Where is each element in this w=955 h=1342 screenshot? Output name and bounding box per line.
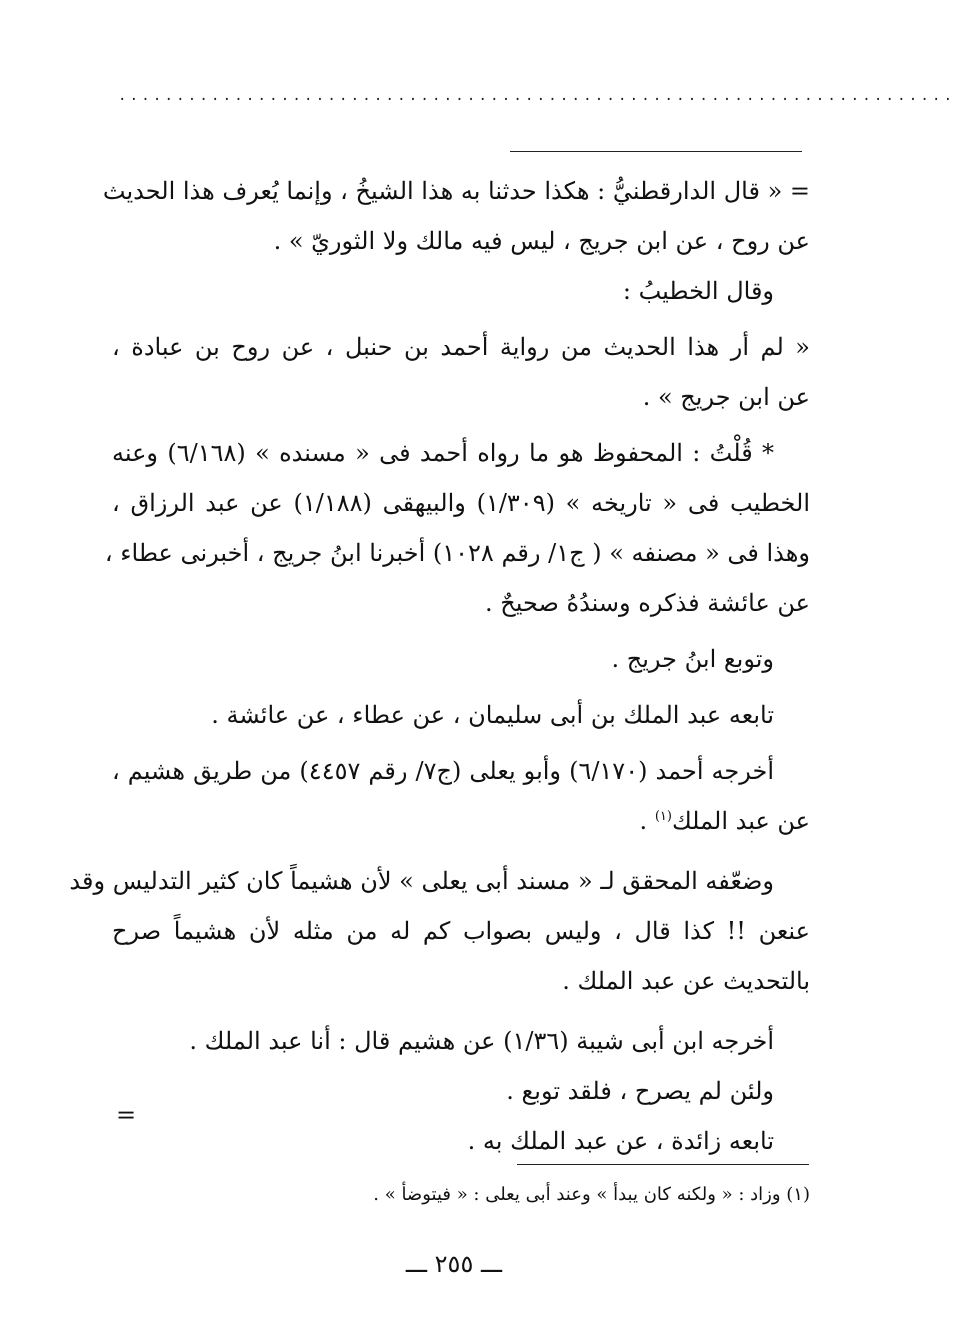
- continuation-mark: =: [116, 1101, 137, 1129]
- dotted-separator: ........................................................................: [118, 88, 955, 104]
- footnote-rule-line: [517, 1164, 809, 1165]
- text-line-10: وتوبع ابنُ جريج .: [611, 645, 774, 673]
- text-line-15: عنعن !! كذا قال ، وليس بصواب كم له من مثله لأن هشيماً صرح: [112, 917, 810, 945]
- text-line-1: = « قال الدارقطنيُّ : هكذا حدثنا به هذا الشيخُ ، وإنما يُعرف هذا الحديث: [102, 177, 810, 205]
- text-line-9: عن عائشة فذكره وسندُهُ صحيحٌ .: [485, 589, 810, 617]
- text-line-14: وضعّفه المحقق لـ « مسند أبى يعلى » لأن هشيماً كان كثير التدليس وقد: [69, 867, 774, 895]
- text-line-13: [112, 796, 810, 846]
- text-line-12: أخرجه أحمد (٦/١٧٠) وأبو يعلى (ج٧/ رقم ٤٤٥٧) من طريق هشيم ،: [112, 757, 774, 785]
- text-line-4: « لم أر هذا الحديث من رواية أحمد بن حنبل ، عن روح بن عبادة ،: [112, 333, 810, 361]
- text-line-19: تابعه زائدة ، عن عبد الملك به .: [467, 1127, 774, 1155]
- text-line-13-end: .: [639, 807, 655, 835]
- text-line-18: ولئن لم يصرح ، فلقد توبع .: [506, 1077, 774, 1105]
- text-line-11: تابعه عبد الملك بن أبى سليمان ، عن عطاء ، عن عائشة .: [211, 701, 774, 729]
- text-line-5: عن ابن جريج » .: [642, 383, 810, 411]
- text-line-17: أخرجه ابن أبى شيبة (١/٣٦) عن هشيم قال : أنا عبد الملك .: [189, 1027, 774, 1055]
- main-text: [69, 166, 810, 1166]
- footnote: (١) وزاد : « ولكنه كان يبدأ » وعند أبى يعلى : « فيتوضأ » .: [373, 1184, 810, 1205]
- text-line-7: الخطيب فى « تاريخه » (١/٣٠٩) والبيهقى (١/١٨٨) عن عبد الرزاق ،: [112, 489, 810, 517]
- top-rule-line: [510, 151, 802, 152]
- text-line-2: عن روح ، عن ابن جريج ، ليس فيه مالك ولا الثوريّ » .: [273, 227, 810, 255]
- text-line-8: وهذا فى « مصنفه » ( ج١/ رقم ١٠٢٨) أخبرنا ابنُ جريج ، أخبرنى عطاء ،: [104, 539, 810, 567]
- footnote-marker: (١): [654, 809, 672, 824]
- page-number: ـــ ٢٥٥ ـــ: [405, 1250, 503, 1278]
- text-line-3: وقال الخطيبُ :: [622, 277, 774, 305]
- text-line-16: بالتحديث عن عبد الملك .: [562, 967, 810, 995]
- text-line-13-text: عن عبد الملك: [671, 807, 810, 835]
- text-line-6: * قُلْتُ : المحفوظ هو ما رواه أحمد فى « مسنده » (٦/١٦٨) وعنه: [112, 439, 774, 467]
